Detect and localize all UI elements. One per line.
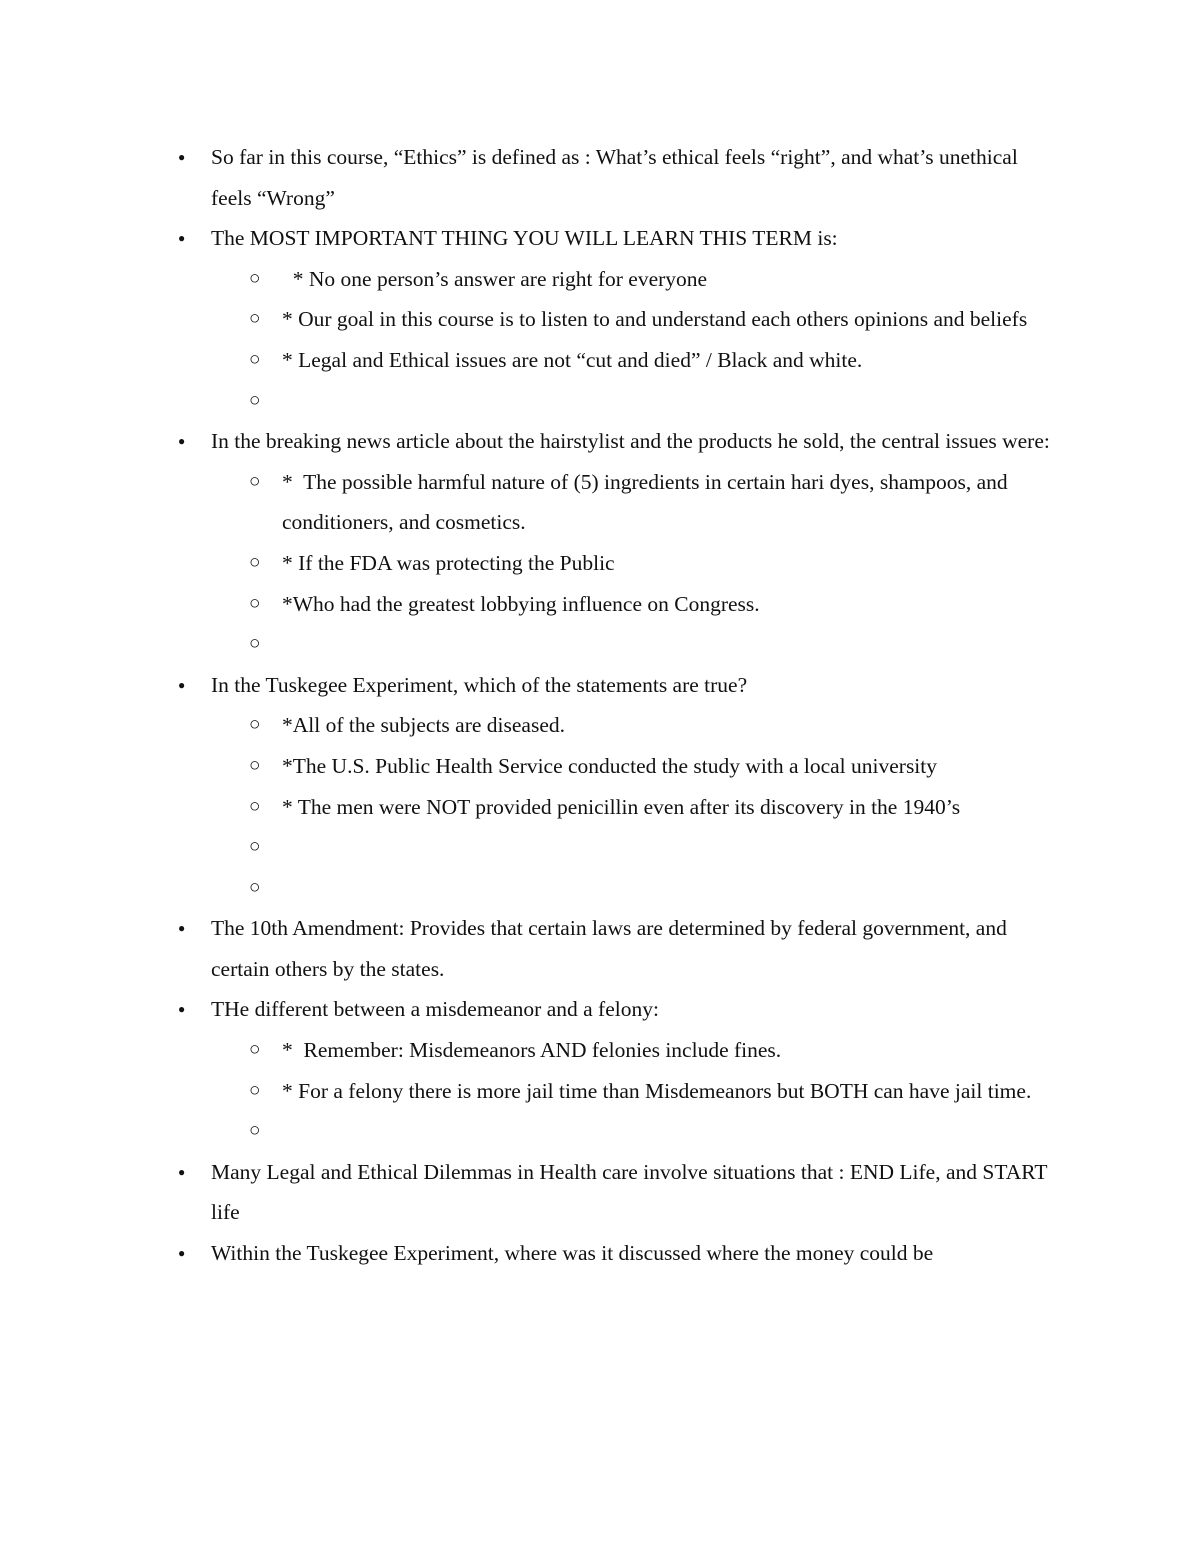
sub-bullet-item	[0, 1111, 1054, 1152]
sub-bullet-item	[0, 381, 1054, 422]
bullet-item	[0, 908, 1051, 989]
list-item-text: Many Legal and Ethical Dilemmas in Health care involve situations that : END Life, and START life	[211, 1159, 1053, 1225]
bullet-item	[0, 1152, 1051, 1233]
bullet-item	[0, 218, 1051, 259]
bullet-item	[0, 989, 1051, 1030]
sub-bullet-item	[0, 259, 1054, 300]
bullet-item	[0, 1233, 1051, 1274]
sub-bullet-marker: ○	[249, 836, 261, 858]
list-item-text: *Who had the greatest lobbying influence on Congress.	[282, 591, 760, 616]
sub-bullet-marker: ○	[249, 551, 261, 573]
sub-bullet-item	[0, 624, 1054, 665]
list-item-text: THe different between a misdemeanor and a felony:	[211, 997, 659, 1022]
sub-bullet-item	[0, 1071, 1054, 1112]
sub-bullet-marker: ○	[249, 267, 261, 289]
sub-bullet-marker: ○	[249, 1120, 261, 1142]
list-item-text: * Remember: Misdemeanors AND felonies include fines.	[282, 1038, 782, 1063]
list-item-text	[282, 868, 1054, 909]
sub-bullet-marker: ○	[249, 470, 261, 492]
list-item-text: * If the FDA was protecting the Public	[282, 550, 615, 575]
list-item-text: * Our goal in this course is to listen to and understand each others opinions and beliefs	[282, 307, 1028, 332]
bullet-marker: ●	[178, 1002, 186, 1017]
bullet-marker: ●	[178, 921, 186, 936]
list-item-text: * For a felony there is more jail time than Misdemeanors but BOTH can have jail time.	[282, 1078, 1032, 1103]
list-item-text	[282, 624, 1054, 665]
list-item-text: The 10th Amendment: Provides that certain laws are determined by federal government, and certain others by the states.	[211, 916, 1013, 981]
bullet-marker: ●	[178, 434, 186, 449]
list-item-text: Within the Tuskegee Experiment, where was it discussed where the money could be	[211, 1241, 934, 1266]
list-item-text: * Legal and Ethical issues are not “cut and died” / Black and white.	[282, 347, 863, 372]
sub-bullet-marker: ○	[249, 348, 261, 370]
sub-bullet-marker: ○	[249, 795, 261, 817]
sub-bullet-item	[0, 462, 1054, 543]
bullet-marker: ●	[178, 1164, 186, 1179]
sub-bullet-item	[0, 543, 1054, 584]
sub-bullet-marker: ○	[249, 592, 261, 614]
list-item-text	[282, 1111, 1054, 1152]
list-item-text: In the breaking news article about the hairstylist and the products he sold, the central issues were:	[211, 429, 1050, 454]
sub-bullet-item	[0, 340, 1054, 381]
sub-bullet-marker: ○	[249, 308, 261, 330]
bullet-marker: ●	[178, 677, 186, 692]
list-item-text	[282, 381, 1054, 422]
notes-list	[0, 137, 1200, 1274]
bullet-item	[0, 665, 1051, 706]
list-item-text: In the Tuskegee Experiment, which of the statements are true?	[211, 672, 748, 697]
bullet-item	[0, 421, 1051, 462]
list-item-text: *The U.S. Public Health Service conducted the study with a local university	[282, 753, 938, 778]
list-item-text: * The possible harmful nature of (5) ingredients in certain hari dyes, shampoos, and conditioners, and cosmetics.	[282, 469, 1014, 535]
sub-bullet-marker: ○	[249, 754, 261, 776]
sub-bullet-marker: ○	[249, 714, 261, 736]
bullet-item	[0, 137, 1051, 218]
sub-bullet-marker: ○	[249, 1039, 261, 1061]
bullet-marker: ●	[178, 231, 186, 246]
list-item-text	[282, 827, 1054, 868]
sub-bullet-item	[0, 746, 1054, 787]
list-item-text: * No one person’s answer are right for everyone	[282, 266, 708, 291]
sub-bullet-marker: ○	[249, 389, 261, 411]
sub-bullet-item	[0, 868, 1054, 909]
sub-bullet-item	[0, 705, 1054, 746]
bullet-marker: ●	[178, 150, 186, 164]
list-item-text: * The men were NOT provided penicillin even after its discovery in the 1940’s	[282, 794, 961, 819]
sub-bullet-marker: ○	[249, 633, 261, 655]
list-item-text: So far in this course, “Ethics” is defined as : What’s ethical feels “right”, and what’s unethical feels “Wrong”	[211, 145, 1024, 210]
sub-bullet-item	[0, 584, 1054, 625]
sub-bullet-item	[0, 1030, 1054, 1071]
list-item-text: The MOST IMPORTANT THING YOU WILL LEARN THIS TERM is:	[211, 226, 838, 251]
sub-bullet-item	[0, 299, 1054, 340]
bullet-marker: ●	[178, 1246, 186, 1261]
sub-bullet-item	[0, 827, 1054, 868]
sub-bullet-marker: ○	[249, 876, 261, 898]
list-item-text: *All of the subjects are diseased.	[282, 713, 565, 738]
sub-bullet-marker: ○	[249, 1079, 261, 1101]
sub-bullet-item	[0, 787, 1054, 828]
